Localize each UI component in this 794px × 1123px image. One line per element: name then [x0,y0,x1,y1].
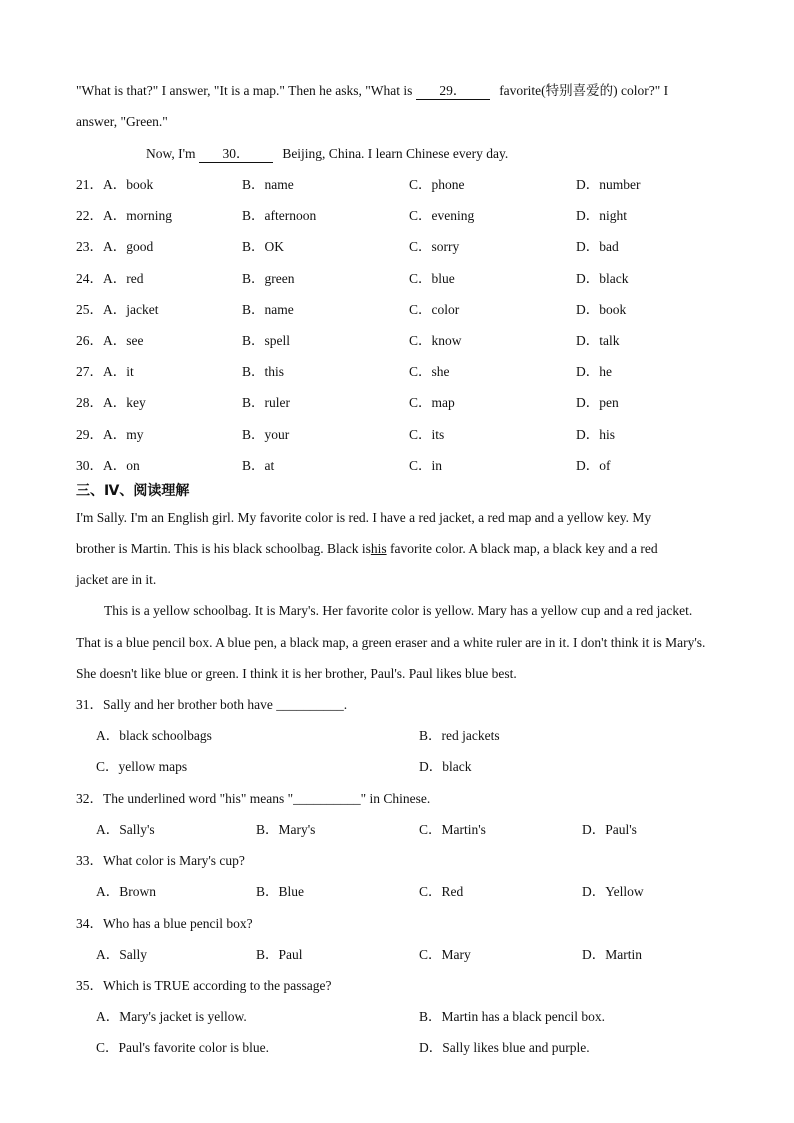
q32-option-b[interactable]: B．Mary's [256,822,316,837]
reading-p1-line-2 [76,539,658,559]
option-c[interactable]: C．blue [409,271,455,286]
cloze-text: favorite(特别喜爱的) color?" I [499,83,669,98]
q32-option-c[interactable]: C．Martin's [419,822,486,837]
question-35-stem: 35．Which is TRUE according to the passage? [76,978,332,993]
q33-option-b[interactable]: B．Blue [256,884,305,899]
cloze-text: Beijing, China. I learn Chinese every day. [282,146,509,161]
option-b[interactable]: B．this [242,364,285,379]
option-b[interactable]: B．name [242,177,294,192]
option-c[interactable]: C．know [409,333,462,348]
q32-option-d[interactable]: D．Paul's [582,822,637,837]
option-d[interactable]: D．talk [576,333,620,348]
option-c[interactable]: C．phone [409,177,465,192]
option-d[interactable]: D．pen [576,395,619,410]
option-d[interactable]: D．bad [576,239,619,254]
question-23: 23．A．good [76,239,154,254]
q31-option-b[interactable]: B．red jackets [419,728,500,743]
reading-text: favorite color. A black map, a black key and a red [386,541,658,556]
question-25: 25．A．jacket [76,302,159,317]
q35-option-d[interactable]: D．Sally likes blue and purple. [419,1040,590,1055]
option-d[interactable]: D．night [576,208,628,223]
q33-option-c[interactable]: C．Red [419,884,464,899]
question-34-stem: 34．Who has a blue pencil box? [76,916,253,931]
reading-p2-line-1: This is a yellow schoolbag. It is Mary's. Her favorite color is yellow. Mary has a yellow cup and a red jacket. [104,603,693,618]
question-29: 29．A．my [76,427,144,442]
option-b[interactable]: B．name [242,302,294,317]
option-b[interactable]: B．green [242,271,295,286]
question-27: 27．A．it [76,364,134,379]
question-21: 21．A．book [76,177,154,192]
option-c[interactable]: C．color [409,302,460,317]
question-32-stem: 32．The underlined word "his" means "__________" in Chinese. [76,791,431,806]
q31-option-c[interactable]: C．yellow maps [96,759,188,774]
option-d[interactable]: D．his [576,427,616,442]
option-c[interactable]: C．sorry [409,239,460,254]
reading-p1-line-1: I'm Sally. I'm an English girl. My favorite color is red. I have a red jacket, a red map and a yellow key. My [76,510,652,525]
cloze-text: Now, I'm [146,146,196,161]
blank-29: 29． [416,83,490,100]
q33-option-a[interactable]: A．Brown [96,884,156,899]
q33-option-d[interactable]: D．Yellow [582,884,644,899]
question-26: 26．A．see [76,333,144,348]
cloze-line-2: answer, "Green." [76,114,168,129]
question-22: 22．A．morning [76,208,172,223]
underlined-word-his: his [370,541,387,556]
option-b[interactable]: B．afternoon [242,208,317,223]
q35-option-c[interactable]: C．Paul's favorite color is blue. [96,1040,270,1055]
cloze-line-3 [146,144,508,164]
blank-30: 30． [199,146,273,163]
q34-option-a[interactable]: A．Sally [96,947,148,962]
option-c[interactable]: C．map [409,395,455,410]
option-b[interactable]: B．ruler [242,395,290,410]
q31-option-d[interactable]: D．black [419,759,472,774]
question-24: 24．A．red [76,271,144,286]
cloze-line-1 [76,81,668,101]
option-c[interactable]: C．in [409,458,443,473]
question-28: 28．A．key [76,395,146,410]
reading-p2-line-2: That is a blue pencil box. A blue pen, a black map, a green eraser and a white ruler are in it. I don't think it is Mary's. [76,635,706,650]
cloze-text: "What is that?" I answer, "It is a map." Then he asks, "What is [76,83,413,98]
option-c[interactable]: C．evening [409,208,475,223]
q34-option-b[interactable]: B．Paul [256,947,303,962]
section-heading-reading: 三、Ⅳ、阅读理解 [76,483,190,499]
q35-option-a[interactable]: A．Mary's jacket is yellow. [96,1009,247,1024]
option-c[interactable]: C．its [409,427,445,442]
reading-p2-line-3: She doesn't like blue or green. I think it is her brother, Paul's. Paul likes blue best. [76,666,517,681]
reading-p1-line-3: jacket are in it. [76,572,157,587]
option-d[interactable]: D．book [576,302,627,317]
option-c[interactable]: C．she [409,364,450,379]
q35-option-b[interactable]: B．Martin has a black pencil box. [419,1009,605,1024]
option-b[interactable]: B．OK [242,239,285,254]
option-d[interactable]: D．black [576,271,629,286]
q34-option-c[interactable]: C．Mary [419,947,471,962]
q34-option-d[interactable]: D．Martin [582,947,642,962]
option-d[interactable]: D．he [576,364,612,379]
q31-option-a[interactable]: A．black schoolbags [96,728,212,743]
question-30: 30．A．on [76,458,140,473]
option-b[interactable]: B．at [242,458,275,473]
question-33-stem: 33．What color is Mary's cup? [76,853,245,868]
reading-text: brother is Martin. This is his black schoolbag. Black is [76,541,371,556]
option-b[interactable]: B．your [242,427,290,442]
question-31-stem: 31．Sally and her brother both have __________. [76,697,348,712]
option-d[interactable]: D．number [576,177,641,192]
q32-option-a[interactable]: A．Sally's [96,822,155,837]
option-d[interactable]: D．of [576,458,611,473]
option-b[interactable]: B．spell [242,333,291,348]
